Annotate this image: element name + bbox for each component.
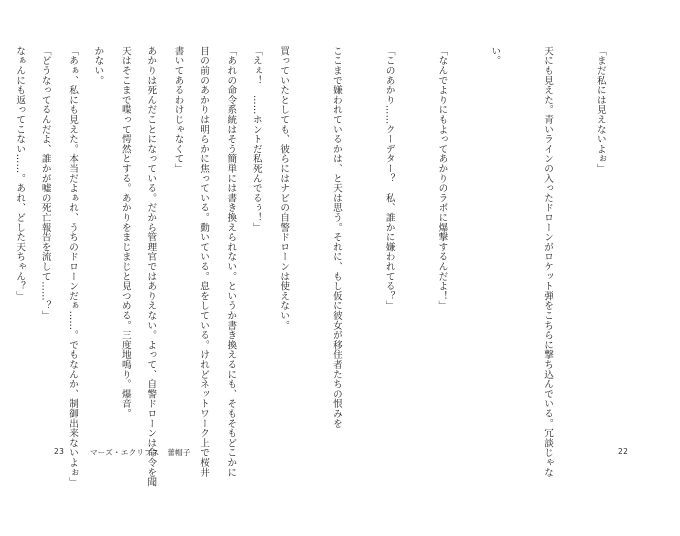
- text-line: 「このあかり……クーデター？ 私、誰かに嫌われてる？」: [383, 46, 395, 311]
- text-line: 「えぇ！ ……ホントだ私死んでるぅ！」: [250, 46, 262, 233]
- right-page-body: [0, 46, 644, 487]
- text-line: 目の前のあかりは明らかに焦っている。動いている。息をしている。けれどネットワーク上で桜井: [198, 46, 210, 478]
- text-line: 天はそこまで喋って愕然とする。あかりをまじまじと見つめる。三度地鳴り。爆音。: [119, 46, 131, 419]
- page-number: 22: [618, 447, 629, 456]
- text-line: かない。: [92, 46, 104, 86]
- text-line: 「どうなってるんだよ、誰かが嘘の死亡報告を流して……？」: [39, 46, 51, 321]
- page-number: 23: [54, 447, 65, 456]
- text-line: 買っていたとしても、彼らにはナビの自警ドローンは使えない。: [278, 46, 290, 331]
- text-line: 「まだ私には見えないよぉ」: [594, 46, 606, 174]
- text-line: ここまで嫌われているかは、と天は思う。それに、もし仮に彼女が移住者たちの恨みを: [330, 46, 342, 429]
- text-line: 「なんでよりにもよってあかりのラボに爆撃するんだよ！」: [436, 46, 448, 311]
- text-line: 「あれの命令系統はそう簡単には書き換えられない。というか書き換えるにも、そもそもどこかに: [225, 46, 237, 478]
- text-line: 天にも見えた。青いラインの入ったドローンがロケット弾をこちらに撃ち込んでいる。冗談じゃな: [542, 46, 554, 478]
- running-title: マーズ・エクリプス 蕾帽子: [90, 448, 191, 457]
- text-line: 書いてあるわけじゃなくて」: [172, 46, 184, 174]
- text-line: なぁんにも返ってこない……。あれ、どした天ちゃん？」: [14, 46, 26, 301]
- text-line: あかりは死んだことになっている。だから管理官ではありえない。よって、自警ドローンは命令を聞: [145, 46, 157, 487]
- text-line: い。: [489, 46, 501, 66]
- text-line: 「あぁ、私にも見えた。本当だよぁれ、うちのドローンだぁ……。でもなんか、制御出来ないよぉ」: [67, 46, 78, 487]
